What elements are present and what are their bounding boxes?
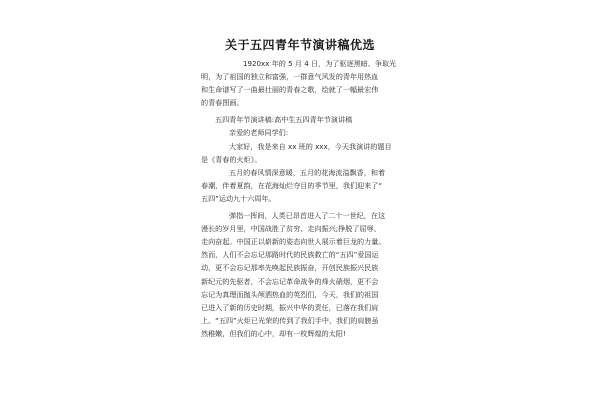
text-line: 漫长的岁月里，中国战胜了贫穷、走向振兴;挣脱了屈辱、 (201, 224, 381, 234)
text-line: 走向奋起。中国正以崭新的姿态向世人展示着巨龙的力量。 (201, 237, 386, 247)
text-line: 春潮，伴着夏韵，在花海灿烂夺目的季节里，我们迎来了“ (201, 180, 383, 190)
text-line: 然稚嫩，但我们的心中，却有一枚辉煌的太阳! (201, 328, 346, 338)
text-line: 弹指一挥间，人类已昂首进入了二十一世纪，在这 (229, 211, 386, 221)
document-body (201, 57, 415, 340)
text-line: 五四青年节演讲稿:高中生五四青年节演讲稿 (215, 115, 353, 125)
text-line: 已进入了新的历史时期，振兴中华的责任，已落在我们肩 (201, 302, 379, 312)
text-line: 明，为了祖国的独立和富强，一群意气风发的青年用热血 (201, 72, 379, 82)
text-line: 亲爱的老师同学们: (229, 128, 289, 138)
document-title: 关于五四青年节演讲稿优选 (224, 38, 375, 52)
text-line: 动，更不会忘记那率先唤起民族振奋，开创民族振兴民族 (201, 263, 379, 273)
text-line: 忘记为真理而抛头颅洒热血的英烈们，今天，我们的祖国 (201, 289, 379, 299)
text-line: 是《青春的火炬》。 (201, 154, 262, 164)
text-line: 然而，人们不会忘记那路时代的民族救亡的“五四”爱国运 (201, 250, 379, 260)
text-line: 大家好，我是来自 xx 班的 xxx，今天我演讲的题目 (229, 141, 392, 151)
text-line: 新纪元的先驱者，不会忘记革命战争的烽火硝烟，更不会 (201, 276, 379, 286)
text-line: 上。“五四”火炬已光荣的传到了我们手中，我们的肩膀虽 (201, 315, 379, 325)
text-line: 五四”运动九十六周年。 (201, 193, 276, 203)
text-line: 1920xx 年的 5 月 4 日，为了驱逐黑暗、争取光 (243, 59, 397, 68)
text-line: 和生命谱写了一曲最壮丽的青春之歌，绘就了一幅最宏伟 (201, 85, 379, 95)
text-line: 的青春图画。 (201, 98, 244, 108)
text-line: 五月的春风情深意暖，五月的花海流溢飘香，和着 (229, 167, 386, 177)
